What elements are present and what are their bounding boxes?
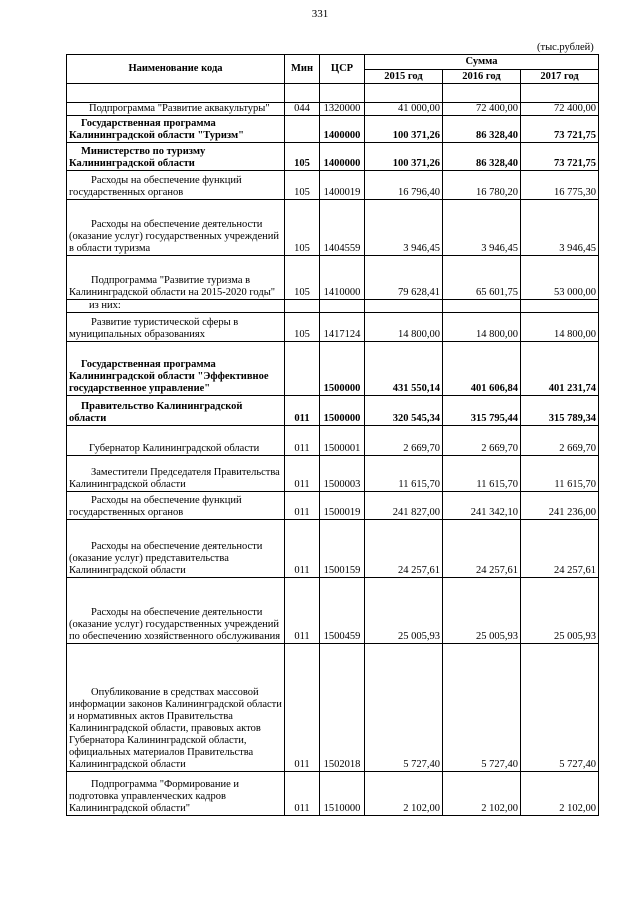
row-csr: 1400000	[320, 116, 365, 143]
row-2017: 2 669,70	[521, 426, 599, 456]
row-min	[285, 300, 320, 313]
units-label: (тыс.рублей)	[537, 42, 594, 53]
table-row	[67, 520, 599, 578]
table-row	[67, 772, 599, 816]
row-2016: 2 669,70	[443, 426, 521, 456]
row-csr: 1510000	[320, 772, 365, 816]
row-2017: 315 789,34	[521, 396, 599, 426]
row-2017: 25 005,93	[521, 578, 599, 644]
row-2017: 241 236,00	[521, 492, 599, 520]
row-csr: 1500000	[320, 342, 365, 396]
table-row	[67, 492, 599, 520]
row-2015: 24 257,61	[365, 520, 443, 578]
row-csr: 1320000	[320, 103, 365, 116]
row-2015: 11 615,70	[365, 456, 443, 492]
row-csr: 1410000	[320, 256, 365, 300]
row-csr: 1500001	[320, 426, 365, 456]
row-2015: 320 545,34	[365, 396, 443, 426]
row-min	[285, 116, 320, 143]
row-min: 011	[285, 396, 320, 426]
row-2017: 72 400,00	[521, 103, 599, 116]
table-row	[67, 200, 599, 256]
row-2017: 2 102,00	[521, 772, 599, 816]
row-2016: 65 601,75	[443, 256, 521, 300]
row-name: Опубликование в средствах массовой информации законов Калининградской области и нормативных актов Правительства Калининградской области, правовых актов Губернатора Калининградской области, официальных материалов Правительства Калининградской области	[67, 644, 285, 772]
row-2015: 2 669,70	[365, 426, 443, 456]
table-row	[67, 256, 599, 300]
row-min	[285, 342, 320, 396]
table-row	[67, 300, 599, 313]
row-name: Правительство Калининградской области	[67, 396, 285, 426]
row-csr: 1400000	[320, 143, 365, 171]
row-2017: 11 615,70	[521, 456, 599, 492]
row-csr: 1404559	[320, 200, 365, 256]
row-min: 011	[285, 520, 320, 578]
row-name: Расходы на обеспечение деятельности (оказание услуг) государственных учреждений по обеспечению хозяйственного обслуживания	[67, 578, 285, 644]
row-2017: 53 000,00	[521, 256, 599, 300]
row-csr: 1500000	[320, 396, 365, 426]
header-2015: 2015 год	[365, 70, 443, 84]
row-2017: 3 946,45	[521, 200, 599, 256]
row-name: из них:	[67, 300, 285, 313]
row-2017: 16 775,30	[521, 171, 599, 200]
row-2017: 73 721,75	[521, 143, 599, 171]
spacer-row	[67, 84, 599, 103]
header-csr: ЦСР	[320, 55, 365, 84]
row-2017	[521, 300, 599, 313]
table-row	[67, 143, 599, 171]
row-min: 011	[285, 492, 320, 520]
header-2016: 2016 год	[443, 70, 521, 84]
row-2016: 25 005,93	[443, 578, 521, 644]
header-sum: Сумма	[365, 55, 599, 70]
table-row	[67, 171, 599, 200]
budget-table	[66, 54, 599, 816]
row-2016: 315 795,44	[443, 396, 521, 426]
row-2015: 241 827,00	[365, 492, 443, 520]
row-min: 105	[285, 313, 320, 342]
row-min: 011	[285, 772, 320, 816]
row-2015: 100 371,26	[365, 116, 443, 143]
row-2016: 86 328,40	[443, 116, 521, 143]
row-2015: 25 005,93	[365, 578, 443, 644]
row-min: 011	[285, 456, 320, 492]
row-2015: 431 550,14	[365, 342, 443, 396]
row-name: Губернатор Калининградской области	[67, 426, 285, 456]
row-min: 105	[285, 143, 320, 171]
row-2017: 401 231,74	[521, 342, 599, 396]
table-row	[67, 313, 599, 342]
row-min: 105	[285, 200, 320, 256]
row-name: Подпрограмма "Формирование и подготовка управленческих кадров Калининградской области"	[67, 772, 285, 816]
row-2016: 72 400,00	[443, 103, 521, 116]
row-2015: 41 000,00	[365, 103, 443, 116]
row-2016: 5 727,40	[443, 644, 521, 772]
row-2016: 241 342,10	[443, 492, 521, 520]
table-row	[67, 103, 599, 116]
table-row	[67, 342, 599, 396]
row-name: Развитие туристической сферы в муниципальных образованиях	[67, 313, 285, 342]
table-row	[67, 396, 599, 426]
row-min: 011	[285, 578, 320, 644]
row-2015: 5 727,40	[365, 644, 443, 772]
row-csr: 1502018	[320, 644, 365, 772]
row-2015: 100 371,26	[365, 143, 443, 171]
row-2015	[365, 300, 443, 313]
row-name: Подпрограмма "Развитие аквакультуры"	[67, 103, 285, 116]
row-2017: 24 257,61	[521, 520, 599, 578]
row-min: 011	[285, 644, 320, 772]
row-name: Подпрограмма "Развитие туризма в Калининградской области на 2015-2020 годы"	[67, 256, 285, 300]
row-min: 011	[285, 426, 320, 456]
row-csr	[320, 300, 365, 313]
row-name: Расходы на обеспечение функций государственных органов	[67, 492, 285, 520]
row-2016: 24 257,61	[443, 520, 521, 578]
row-2015: 16 796,40	[365, 171, 443, 200]
header-min: Мин	[285, 55, 320, 84]
row-2016: 14 800,00	[443, 313, 521, 342]
table-row	[67, 578, 599, 644]
row-name: Расходы на обеспечение деятельности (оказание услуг) государственных учреждений в области туризма	[67, 200, 285, 256]
row-min: 105	[285, 171, 320, 200]
row-name: Расходы на обеспечение деятельности (оказание услуг) представительства Калининградской области	[67, 520, 285, 578]
row-2016: 401 606,84	[443, 342, 521, 396]
row-min: 105	[285, 256, 320, 300]
row-csr: 1500019	[320, 492, 365, 520]
row-2016: 16 780,20	[443, 171, 521, 200]
row-2015: 2 102,00	[365, 772, 443, 816]
row-name: Государственная программа Калининградской области "Туризм"	[67, 116, 285, 143]
row-csr: 1500159	[320, 520, 365, 578]
row-2017: 5 727,40	[521, 644, 599, 772]
row-name: Расходы на обеспечение функций государственных органов	[67, 171, 285, 200]
row-name: Государственная программа Калининградской области "Эффективное государственное управление"	[67, 342, 285, 396]
table-row	[67, 456, 599, 492]
row-2016: 86 328,40	[443, 143, 521, 171]
table-row	[67, 426, 599, 456]
row-2016: 11 615,70	[443, 456, 521, 492]
row-2017: 14 800,00	[521, 313, 599, 342]
table-row	[67, 116, 599, 143]
header-name: Наименование кода	[67, 55, 285, 84]
row-2015: 14 800,00	[365, 313, 443, 342]
page-number: 331	[311, 8, 329, 20]
row-2016: 3 946,45	[443, 200, 521, 256]
table-row	[67, 644, 599, 772]
row-name: Министерство по туризму Калининградской области	[67, 143, 285, 171]
row-name: Заместители Председателя Правительства Калининградской области	[67, 456, 285, 492]
row-min: 044	[285, 103, 320, 116]
row-2015: 3 946,45	[365, 200, 443, 256]
row-csr: 1400019	[320, 171, 365, 200]
row-2016	[443, 300, 521, 313]
row-2017: 73 721,75	[521, 116, 599, 143]
row-2016: 2 102,00	[443, 772, 521, 816]
row-csr: 1417124	[320, 313, 365, 342]
row-csr: 1500459	[320, 578, 365, 644]
header-2017: 2017 год	[521, 70, 599, 84]
row-2015: 79 628,41	[365, 256, 443, 300]
row-csr: 1500003	[320, 456, 365, 492]
